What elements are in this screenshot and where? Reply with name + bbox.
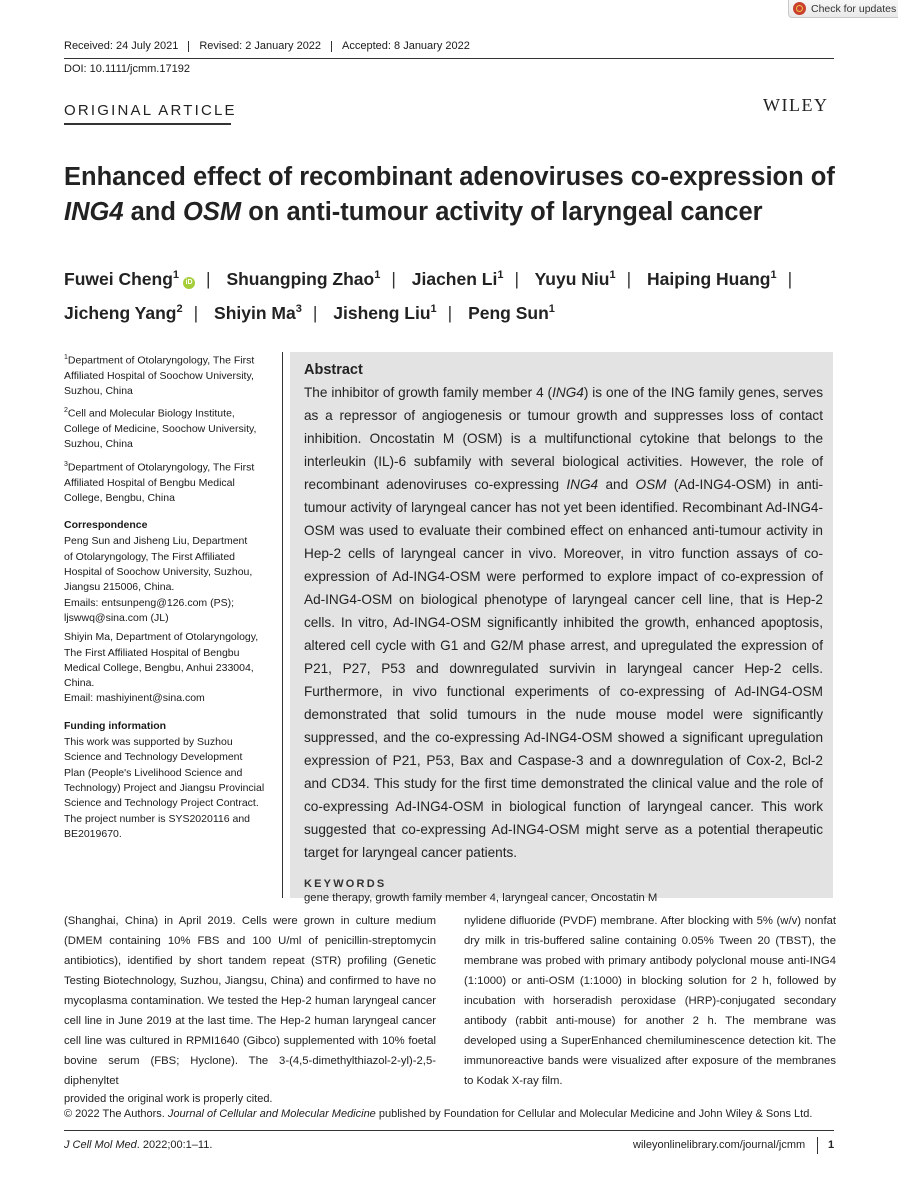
article-type-underline (64, 123, 231, 125)
publisher-logo[interactable]: WILEY (763, 95, 829, 115)
copyright-line: © 2022 The Authors. Journal of Cellular and Molecular Medicine published by Foundation for Cellular and Molecular Medicine and John Wiley & Sons Ltd. (64, 1108, 813, 1120)
author[interactable]: Peng Sun$^1$ (468, 302, 555, 323)
footer-rule (64, 1130, 834, 1131)
article-dates (64, 40, 470, 52)
author[interactable]: Yuyu Niu$^1$ (534, 268, 616, 289)
author[interactable]: Shuangping Zhao$^1$ (226, 268, 381, 289)
affiliation: $^2$Cell and Molecular Biology Institute, College of Medicine, Soochow University, Suzhou, China (64, 407, 257, 451)
abstract-text: The inhibitor of growth family member 4 (ING4) is one of the ING family genes, serves as a repressor of angiogenesis or tumour growth and suppresses loss of contact inhibition. Oncostatin M (OSM) is a multifunctional cytokine that belongs to the interleukin (IL)-6 subfamily with several biological activities. However, the role of recombinant adenoviruses co-expressing ING4 and OSM (Ad-ING4-OSM) in anti-tumour activity of laryngeal cancer has not yet been identified. Recombinant Ad-ING4-OSM was used to evaluate their combined effect on enhanced anti-tumour activity in Hep-2 cells of laryngeal cancer in vivo. Moreover, in vitro function assays of co-expression of Ad-ING4-OSM were performed to explore impact of co-expression of Ad-ING4-OSM on biological phenotype of laryngeal cancer cell line, that is Hep-2 cells. In vitro, Ad-ING4-OSM significantly inhibited the growth, enhanced apoptosis, altered cell cycle with G1 and G2/M phase arrest, and upregulated the expression of P21, P27, P53 and downregulated survivin in laryngeal cancer Hep-2 cells. Furthermore, in vivo functional experiments of co-expressing of Ad-ING4-OSM demonstrated that solid tumours in the nude mouse model were significantly suppressed, and the co-expressing Ad-ING4-OSM showed a significant upregulation expression of P21, P53, Bax and Caspase-3 and a downregulation of Cox-2, Bcl-2 and CD34. This study for the first time demonstrated the clinical value and the role of co-expressing Ad-ING4-OSM in biological function of laryngeal cancer. This work suggested that co-expressing Ad-ING4-OSM might serve as a potential therapeutic target for laryngeal cancer patients. (304, 385, 824, 860)
affiliation: $^3$Department of Otolaryngology, The First Affiliated Hospital of Bengbu Medical College, Bengbu, China (64, 460, 255, 504)
footer-separator (817, 1137, 818, 1154)
body-column-left (64, 911, 436, 1091)
correspondence-heading: Correspondence (64, 519, 148, 532)
keywords-heading: KEYWORDS (304, 878, 387, 890)
email-link[interactable]: Emails: entsunpeng@126.com (PS); (64, 596, 234, 609)
check-for-updates-label: Check for updates (811, 2, 897, 15)
accepted-date: Accepted: 8 January 2022 (342, 40, 470, 52)
article-type: ORIGINAL ARTICLE (64, 102, 237, 119)
keywords: gene therapy, growth family member 4, laryngeal cancer, Oncostatin M (304, 892, 658, 904)
body-column-right (464, 911, 836, 1091)
page-number: 1 (828, 1139, 835, 1151)
date-separator (331, 41, 332, 52)
journal-name: Journal of Cellular and Molecular Medicine (167, 1108, 376, 1120)
abstract-box (290, 352, 833, 904)
author[interactable]: Shiyin Ma$^3$ (214, 302, 302, 323)
affiliation: $^1$Department of Otolaryngology, The First Affiliated Hospital of Soochow University, Suzhou, China (64, 354, 255, 398)
author[interactable]: Jicheng Yang$^2$ (64, 302, 183, 323)
title-line-1: Enhanced effect of recombinant adenoviruses co-expression of (64, 163, 835, 191)
orcid-icon[interactable]: iD (183, 277, 195, 289)
date-separator (188, 41, 189, 52)
correspondence-block: Shiyin Ma, Department of Otolaryngology, The First Affiliated Hospital of Bengbu Medical College, Bengbu, Anhui 233004, China. Email: mashiyinent@sina.com (64, 631, 259, 705)
left-sidebar (64, 350, 274, 846)
paper-title (64, 160, 854, 230)
check-for-updates-badge[interactable] (788, 0, 898, 18)
received-date: Received: 24 July 2021 (64, 40, 179, 52)
title-gene-osm: OSM (183, 198, 242, 226)
author[interactable]: Fuwei Cheng$^1$iD (64, 269, 195, 289)
author-list: Fuwei Cheng$^1$iD | Shuangping Zhao$^1$ | Jiachen Li$^1$ | Yuyu Niu$^1$ | Haiping Huang$^1$ | Jicheng Yang$^2$ | Shiyin Ma$^3$ | Jisheng Liu$^1$ | Peng Sun$^1$ (64, 268, 793, 323)
abstract-heading: Abstract (304, 362, 363, 378)
title-rest: on anti-tumour activity of laryngeal cancer (241, 198, 763, 226)
author[interactable]: Jisheng Liu$^1$ (333, 302, 437, 323)
body-paragraph: nylidene difluoride (PVDF) membrane. After blocking with 5% (w/v) nonfat dry milk in tris-buffered saline containing 0.05% Tween 20 (TBST), the membrane was probed with primary antibody polyclonal mouse anti-ING4 (1:1000) or anti-OSM (1:1000) in blocking solution for 2 h, followed by incubation with horseradish peroxidase (HRP)-conjugated secondary antibody (rabbit anti-mouse) for another 2 h. The membrane was developed using a SuperEnhanced chemiluminescence detection kit. The immunoreactive bands were visualized after exposure of the membranes to Kodak X-ray film. (464, 915, 836, 1087)
revised-date: Revised: 2 January 2022 (199, 40, 322, 52)
author[interactable]: Haiping Huang$^1$ (646, 268, 777, 289)
footer-citation: J Cell Mol Med. 2022;00:1–11. (64, 1139, 213, 1151)
email-link[interactable]: ljswwq@sina.com (JL) (64, 611, 169, 624)
doi[interactable]: DOI: 10.1111/jcmm.17192 (64, 63, 190, 75)
correspondence-block: Peng Sun and Jisheng Liu, Department of Otolaryngology, The First Affiliated Hospital of Soochow University, Suzhou, Jiangsu 215006, China. Emails: entsunpeng@126.com (PS); ljswwq@sina.com (JL) (64, 535, 253, 624)
title-and: and (123, 198, 184, 226)
email-link[interactable]: Email: mashiyinent@sina.com (64, 692, 205, 705)
header-rule (64, 58, 834, 59)
body-paragraph: (Shanghai, China) in April 2019. Cells were grown in culture medium (DMEM containing 10% FBS and 100 U/ml of penicillin-streptomycin antibiotics), identified by short tandem repeat (STR) profiling (Genetic Testing Biotechnology, Suzhou, Jiangsu, China) and confirmed to have no mycoplasma contamination. We tested the Hep-2 human laryngeal cancer cell line in June 2019 at the last time. The Hep-2 human laryngeal cancer cell line was cultured in RPMI1640 (Gibco) supplemented with 10% foetal bovine serum (FBS; Hyclone). The 3-(4,5-dimethylthiazol-2-yl)-2,5-diphenyltet (64, 915, 436, 1087)
funding-heading: Funding information (64, 719, 167, 732)
author[interactable]: Jiachen Li$^1$ (411, 268, 504, 289)
license-line: provided the original work is properly cited. (64, 1093, 273, 1105)
journal-url[interactable]: wileyonlinelibrary.com/journal/jcmm (633, 1139, 806, 1151)
funding-text: This work was supported by Suzhou Science and Technology Development Plan (People's Livelihood Science and Technology) Project and Jiangsu Provincial Science and Technology Project Contract. The project number is SYS2020116 and BE2019670. (64, 736, 265, 840)
abstract-divider (282, 352, 283, 898)
crossmark-icon (793, 2, 806, 15)
title-gene-ing4: ING4 (64, 198, 124, 226)
